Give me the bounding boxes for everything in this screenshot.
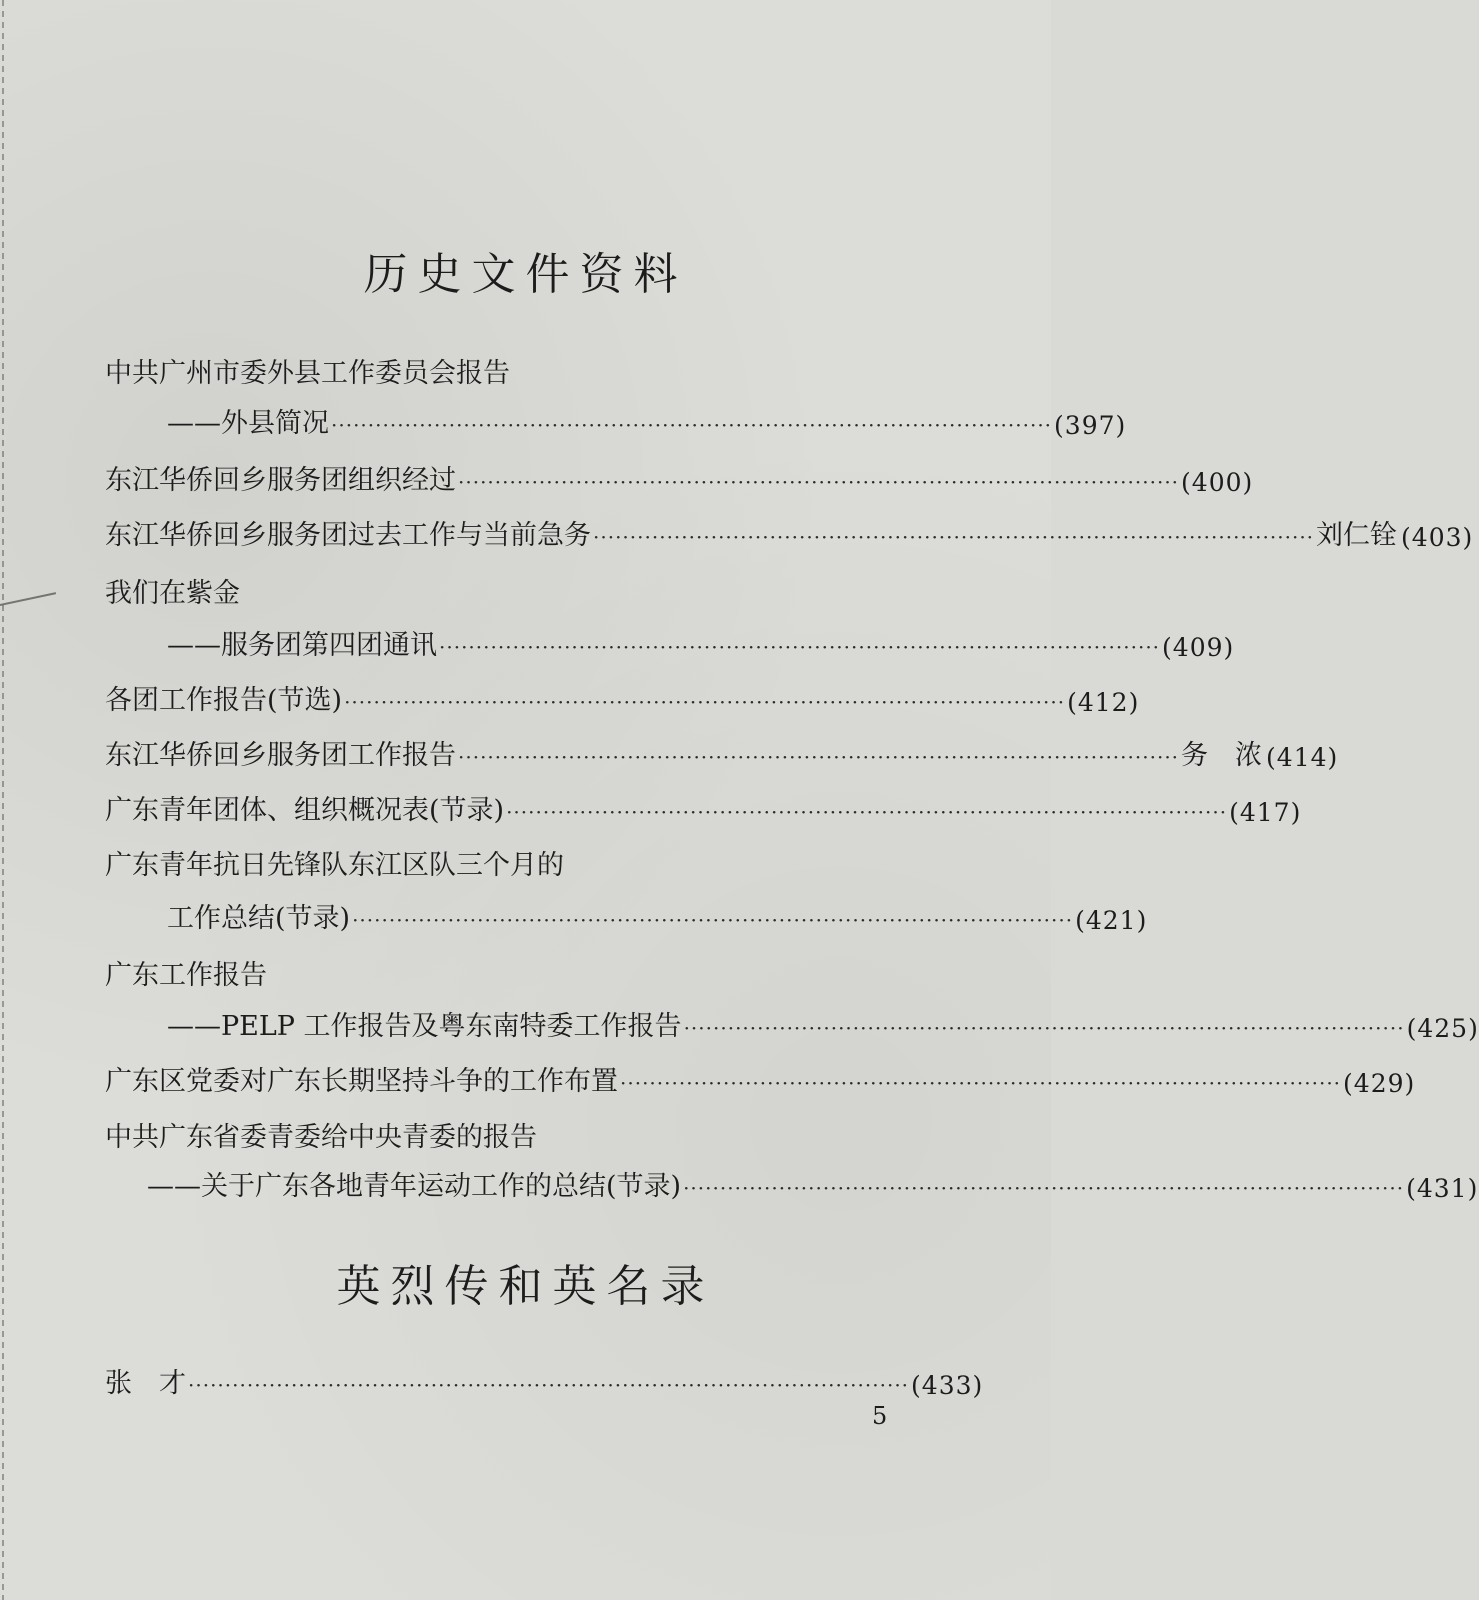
toc-entry [105,1163,1479,1203]
toc-entry [105,895,1148,935]
toc-entry [105,1003,1479,1043]
toc-entry [105,512,1474,552]
toc-entry-author: 务 浓 [1181,740,1263,771]
toc-entry-title: 张 才 [105,1368,186,1399]
toc-entry-page: (433) [911,1371,984,1400]
leader-dots: ·································································································· [458,470,1180,494]
toc-entry-title: 我们在紫金 [105,578,240,609]
toc-entry [105,842,925,882]
toc-entry-title: 广东区党委对广东长期坚持斗争的工作布置 [105,1066,618,1097]
toc-entry [105,1360,984,1400]
leader-dots: ·································································································· [458,745,1180,769]
section-title-historical-documents: 历史文件资料 [363,249,688,300]
toc-entry-page: (400) [1181,468,1254,497]
toc-entry [105,1058,1416,1098]
toc-entry-title: 广东青年抗日先锋队东江区队三个月的 [105,850,564,881]
toc-entry [105,952,925,992]
toc-entry-page: (421) [1075,906,1148,935]
leader-dots: ·································································································· [352,908,1074,932]
toc-entry [105,1114,925,1154]
toc-entry-title: 各团工作报告(节选) [105,685,343,716]
toc-entry-page: (417) [1229,798,1302,827]
toc-entry-page: (429) [1343,1069,1416,1098]
section-title-martyrs: 英烈传和英名录 [336,1261,715,1312]
toc-entry [105,350,925,390]
toc-entry-page: (397) [1054,411,1127,440]
toc-entry-title: 工作总结(节录) [167,903,351,934]
toc-entry-page: (412) [1067,688,1140,717]
toc-entry-title: 中共广东省委青委给中央青委的报告 [105,1122,537,1153]
toc-entry-title: ——关于广东各地青年运动工作的总结(节录) [147,1171,682,1202]
toc-entry [105,400,1127,440]
toc-entry [105,787,1302,827]
leader-dots: ·································································································· [683,1176,1405,1200]
toc-entry-title: ——服务团第四团通讯 [167,630,437,661]
toc-entry [105,732,1339,772]
toc-entry-title: 广东青年团体、组织概况表(节录) [105,795,505,826]
toc-entry-title: 东江华侨回乡服务团组织经过 [105,465,456,496]
toc-entry-title: ——PELP 工作报告及粤东南特委工作报告 [167,1011,682,1042]
leader-dots: ·································································································· [683,1016,1405,1040]
toc-entry-title: 东江华侨回乡服务团工作报告 [105,740,456,771]
page-number: 5 [872,1402,888,1430]
toc-entry [105,570,925,610]
leader-dots: ·································································································· [620,1071,1342,1095]
toc-entry-page: (425) [1406,1014,1479,1043]
leader-dots: ·································································································· [344,690,1066,714]
toc-entry-author: 刘仁铨 [1316,520,1398,551]
leader-dots: ·································································································· [188,1373,910,1397]
toc-entry-title: ——外县简况 [167,408,329,439]
leader-dots: ·································································································· [593,525,1315,549]
toc-entry-title: 中共广州市委外县工作委员会报告 [105,358,510,389]
toc-entry-page: (409) [1162,633,1235,662]
leader-dots: ·································································································· [331,413,1053,437]
leader-dots: ·································································································· [439,635,1161,659]
scan-mark [0,592,59,620]
toc-entry-page: (431) [1406,1174,1479,1203]
toc-entry-title: 广东工作报告 [105,960,267,991]
toc-entry-page: (403) [1401,523,1474,552]
toc-entry [105,622,1235,662]
toc-entry [105,677,1140,717]
toc-entry-title: 东江华侨回乡服务团过去工作与当前急务 [105,520,591,551]
toc-entry-page: (414) [1266,743,1339,772]
toc-entry [105,457,1254,497]
leader-dots: ·································································································· [506,800,1228,824]
